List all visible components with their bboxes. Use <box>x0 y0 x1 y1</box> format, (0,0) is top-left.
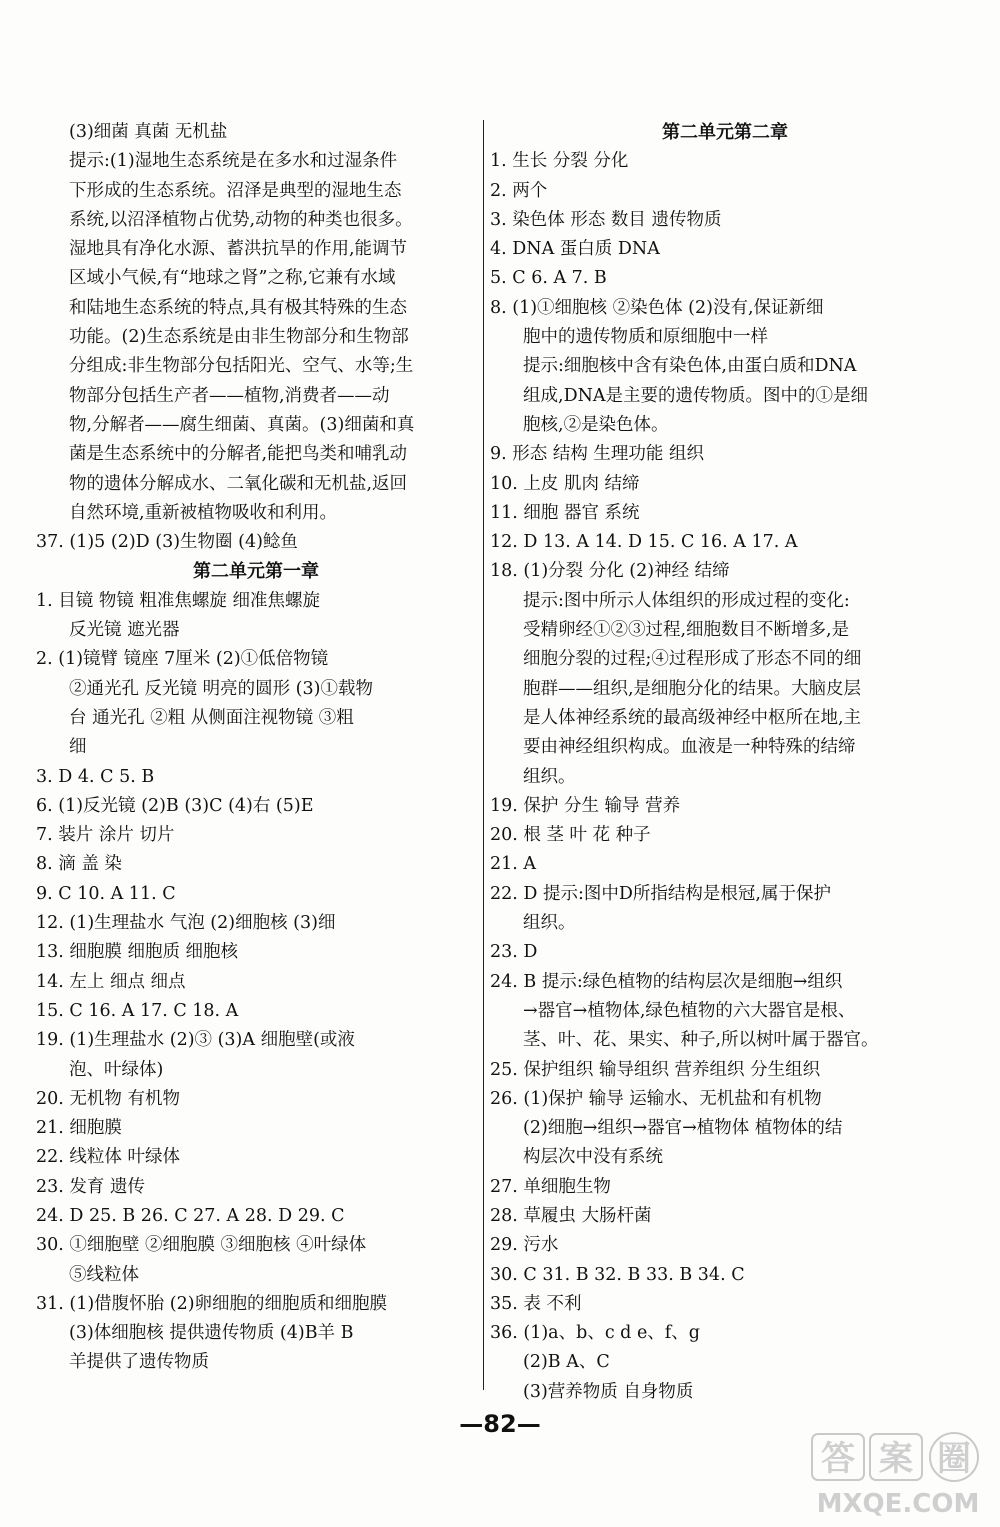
left-answer-line: 物的遗体分解成水、二氧化碳和无机盐,返回 <box>69 473 408 494</box>
section-heading: 第二单元第一章 <box>193 561 319 583</box>
right-answer-line: 36. (1)a、b、c d e、f、g <box>490 1323 700 1344</box>
left-answer-line: 和陆地生态系统的特点,具有极其特殊的生态 <box>69 297 408 318</box>
watermark-logo <box>808 1430 988 1520</box>
right-answer-line: 19. 保护 分生 输导 营养 <box>490 795 681 816</box>
right-answer-line: 26. (1)保护 输导 运输水、无机盐和有机物 <box>490 1088 822 1109</box>
left-answer-line: 分组成:非生物部分包括阳光、空气、水等;生 <box>69 356 414 377</box>
left-answer-line: 21. 细胞膜 <box>36 1118 122 1139</box>
left-answer-line: 反光镜 遮光器 <box>69 620 180 641</box>
right-answer-line: 10. 上皮 肌肉 结缔 <box>490 473 640 494</box>
right-answer-line: 12. D 13. A 14. D 15. C 16. A 17. A <box>490 532 798 553</box>
left-answer-line: 羊提供了遗传物质 <box>69 1352 209 1373</box>
left-answer-line: 24. D 25. B 26. C 27. A 28. D 29. C <box>36 1205 345 1226</box>
right-answer-line: 1. 生长 分裂 分化 <box>490 151 629 172</box>
right-answer-line: 2. 两个 <box>490 180 548 201</box>
right-answer-line: (3)营养物质 自身物质 <box>523 1381 694 1402</box>
right-answer-line: →器官→植物体,绿色植物的六大器官是根、 <box>523 1000 856 1021</box>
svg-text:MXQE.COM: MXQE.COM <box>816 1489 980 1519</box>
left-answer-line: 14. 左上 细点 细点 <box>36 971 186 992</box>
right-answer-line: 是人体神经系统的最高级神经中枢所在地,主 <box>523 707 862 728</box>
right-answer-line: 胞群——组织,是细胞分化的结果。大脑皮层 <box>523 678 862 699</box>
left-answer-line: (3)体细胞核 提供遗传物质 (4)B羊 B <box>69 1323 354 1344</box>
left-answer-line: 提示:(1)湿地生态系统是在多水和过湿条件 <box>69 151 398 172</box>
right-answer-line: 构层次中没有系统 <box>523 1147 663 1168</box>
right-answer-line: 要由神经组织构成。血液是一种特殊的结缔 <box>523 737 856 758</box>
right-answer-line: 25. 保护组织 输导组织 营养组织 分生组织 <box>490 1059 821 1080</box>
right-answer-line: 23. D <box>490 942 538 963</box>
left-answer-line: ②通光孔 反光镜 明亮的圆形 (3)①载物 <box>69 678 373 699</box>
right-answer-line: 细胞分裂的过程;④过程形成了形态不同的细 <box>523 649 862 670</box>
right-answer-line: 组织。 <box>523 766 576 787</box>
right-answer-line: 提示:细胞核中含有染色体,由蛋白质和DNA <box>523 356 857 377</box>
left-answer-line: 湿地具有净化水源、蓄洪抗旱的作用,能调节 <box>69 239 408 260</box>
section-heading: 第二单元第二章 <box>662 122 788 143</box>
right-answer-line: 胞中的遗传物质和原细胞中一样 <box>523 327 768 348</box>
right-answer-line: 受精卵经①②③过程,细胞数目不断增多,是 <box>523 620 850 641</box>
left-answer-line: 19. (1)生理盐水 (2)③ (3)A 细胞壁(或液 <box>36 1030 355 1051</box>
left-answer-line: 下形成的生态系统。沼泽是典型的湿地生态 <box>69 180 402 201</box>
right-answer-line: (2)B A、C <box>523 1352 610 1373</box>
left-column <box>36 118 476 1378</box>
left-answer-line: 37. (1)5 (2)D (3)生物圈 (4)鲶鱼 <box>36 532 298 553</box>
left-answer-line: 菌是生态系统中的分解者,能把鸟类和哺乳动 <box>69 444 408 465</box>
right-answer-line: 20. 根 茎 叶 花 种子 <box>490 825 651 846</box>
right-answer-line: 24. B 提示:绿色植物的结构层次是细胞→组织 <box>490 971 843 992</box>
left-answer-line: 22. 线粒体 叶绿体 <box>36 1147 180 1168</box>
right-answer-line: 组成,DNA是主要的遗传物质。图中的①是细 <box>523 385 869 406</box>
left-answer-line: 物,分解者——腐生细菌、真菌。(3)细菌和真 <box>69 414 415 435</box>
left-answer-line: (3)细菌 真菌 无机盐 <box>69 122 228 142</box>
right-column <box>490 118 960 1407</box>
left-answer-line: 7. 装片 涂片 切片 <box>36 825 175 846</box>
right-answer-line: 30. C 31. B 32. B 33. B 34. C <box>490 1264 745 1285</box>
left-answer-line: 泡、叶绿体) <box>69 1059 164 1080</box>
left-answer-line: 9. C 10. A 11. C <box>36 883 176 904</box>
right-answer-line: 29. 污水 <box>490 1235 559 1256</box>
left-answer-line: 8. 滴 盖 染 <box>36 854 122 875</box>
column-divider <box>483 120 484 1390</box>
svg-text:圈: 圈 <box>937 1439 971 1479</box>
right-answer-line: 5. C 6. A 7. B <box>490 268 607 289</box>
left-answer-line: 15. C 16. A 17. C 18. A <box>36 1000 239 1021</box>
left-answer-line: 台 通光孔 ②粗 从侧面注视物镜 ③粗 <box>69 707 354 728</box>
left-answer-line: 细 <box>69 737 87 758</box>
right-answer-line: (2)细胞→组织→器官→植物体 植物体的结 <box>523 1118 843 1139</box>
left-answer-line: 20. 无机物 有机物 <box>36 1088 180 1109</box>
left-answer-line: 23. 发育 遗传 <box>36 1176 145 1197</box>
right-answer-line: 组织。 <box>523 913 576 934</box>
left-answer-line: 自然环境,重新被植物吸收和利用。 <box>69 502 338 523</box>
right-answer-line: 4. DNA 蛋白质 DNA <box>490 239 660 260</box>
left-answer-line: 3. D 4. C 5. B <box>36 766 155 787</box>
right-answer-line: 提示:图中所示人体组织的形成过程的变化: <box>523 590 850 611</box>
left-answer-line: 30. ①细胞壁 ②细胞膜 ③细胞核 ④叶绿体 <box>36 1235 367 1256</box>
svg-text:案: 案 <box>879 1439 913 1479</box>
left-answer-line: 物部分包括生产者——植物,消费者——动 <box>69 385 390 406</box>
right-answer-line: 28. 草履虫 大肠杆菌 <box>490 1205 652 1226</box>
page-number: —82— <box>459 1410 541 1438</box>
right-answer-line: 9. 形态 结构 生理功能 组织 <box>490 444 704 465</box>
svg-text:答: 答 <box>821 1439 855 1479</box>
right-answer-line: 8. (1)①细胞核 ②染色体 (2)没有,保证新细 <box>490 297 824 318</box>
right-answer-line: 3. 染色体 形态 数目 遗传物质 <box>490 209 722 230</box>
right-answer-line: 茎、叶、花、果实、种子,所以树叶属于器官。 <box>523 1030 879 1051</box>
right-answer-line: 27. 单细胞生物 <box>490 1176 611 1197</box>
left-answer-line: 13. 细胞膜 细胞质 细胞核 <box>36 942 239 963</box>
left-answer-line: 系统,以沼泽植物占优势,动物的种类也很多。 <box>69 209 413 230</box>
left-answer-line: 31. (1)借腹怀胎 (2)卵细胞的细胞质和细胞膜 <box>36 1293 388 1314</box>
left-answer-line: 12. (1)生理盐水 气泡 (2)细胞核 (3)细 <box>36 913 336 934</box>
right-answer-line: 11. 细胞 器官 系统 <box>490 502 640 523</box>
left-answer-line: 功能。(2)生态系统是由非生物部分和生物部 <box>69 327 409 348</box>
left-answer-line: ⑤线粒体 <box>69 1264 139 1285</box>
right-answer-line: 35. 表 不利 <box>490 1293 582 1314</box>
right-answer-line: 胞核,②是染色体。 <box>523 414 669 435</box>
left-answer-line: 6. (1)反光镜 (2)B (3)C (4)右 (5)E <box>36 795 314 816</box>
right-answer-line: 22. D 提示:图中D所指结构是根冠,属于保护 <box>490 883 831 904</box>
left-answer-line: 1. 目镜 物镜 粗准焦螺旋 细准焦螺旋 <box>36 590 320 611</box>
right-answer-line: 18. (1)分裂 分化 (2)神经 结缔 <box>490 561 730 582</box>
left-answer-line: 区域小气候,有“地球之肾”之称,它兼有水域 <box>69 268 396 289</box>
right-answer-line: 21. A <box>490 854 537 875</box>
left-answer-line: 2. (1)镜臂 镜座 7厘米 (2)①低倍物镜 <box>36 649 329 670</box>
